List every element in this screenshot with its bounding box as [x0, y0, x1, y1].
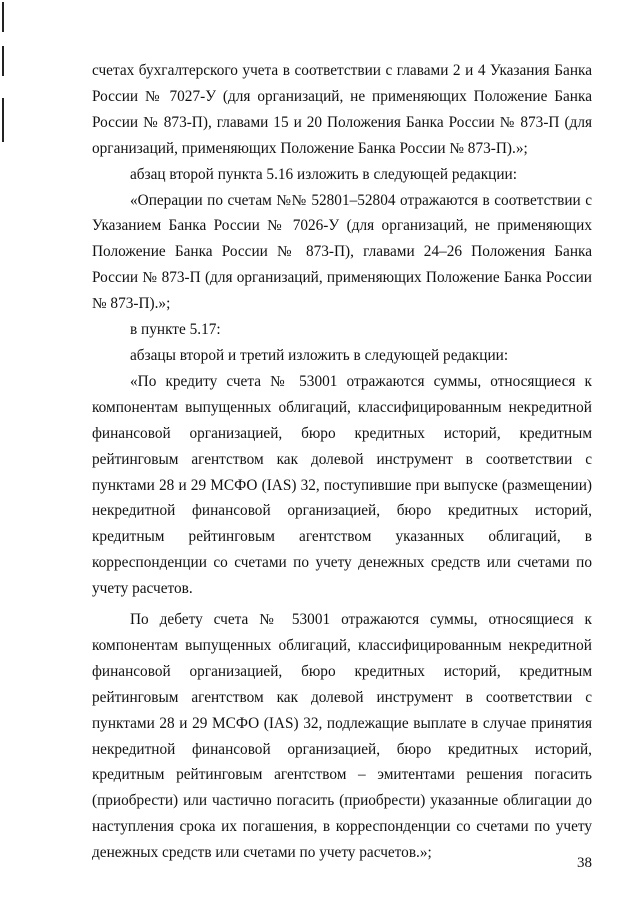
scan-margin-mark: [2, 98, 4, 142]
paragraph: По дебету счета № 53001 отражаются суммы, относящиеся к компонентам выпущенных облигаций, классифицированным некредитной финансовой организацией, бюро кредитных историй, кредитным рейтинговым агентством как долевой инструмент в соответствии с пунктами 28 и 29 МСФО (IAS) 32, подлежащие выплате в случае принятия некредитной финансовой организацией, бюро кредитных историй, кредитным рейтинговым агентством – эмитентами решения погасить (приобрести) или частично погасить (приобрести) указанные облигации до наступления срока их погашения, в корреспонденции со счетами по учету денежных средств или счетами по учету расчетов.»;: [92, 611, 592, 862]
scan-margin-mark: [2, 46, 4, 76]
paragraph: абзацы второй и третий изложить в следующей редакции:: [130, 346, 509, 364]
paragraph: «По кредиту счета № 53001 отражаются суммы, относящиеся к компонентам выпущенных облигаций, классифицированным некредитной финансовой организацией, бюро кредитных историй, кредитным рейтинговым агентством как долевой инструмент в соответствии с пунктами 28 и 29 МСФО (IAS) 32, поступившие при выпуске (размещении) некредитной финансовой организацией, бюро кредитных историй, кредитным рейтинговым агентством указанных облигаций, в корреспонденции со счетами по учету денежных средств или счетами по учету расчетов.: [92, 372, 592, 598]
scan-margin-mark: [2, 2, 4, 32]
paragraph: «Операции по счетам №№ 52801–52804 отражаются в соответствии с Указанием Банка России № 7026-У (для организаций, не применяющих Положение Банка России № 873-П), главами 24–26 Положения Банка России № 873-П (для организаций, применяющих Положение Банка России № 873-П).»;: [92, 191, 592, 313]
page-number: 38: [577, 855, 592, 871]
paragraph: абзац второй пункта 5.16 изложить в следующей редакции:: [130, 165, 517, 183]
paragraph: счетах бухгалтерского учета в соответствии с главами 2 и 4 Указания Банка России № 7027-У (для организаций, не применяющих Положение Банка России № 873-П), главами 15 и 20 Положения Банка России № 873-П (для организаций, применяющих Положение Банка России № 873-П).»;: [92, 62, 592, 157]
paragraph: в пункте 5.17:: [130, 321, 221, 339]
document-body: [92, 58, 592, 866]
